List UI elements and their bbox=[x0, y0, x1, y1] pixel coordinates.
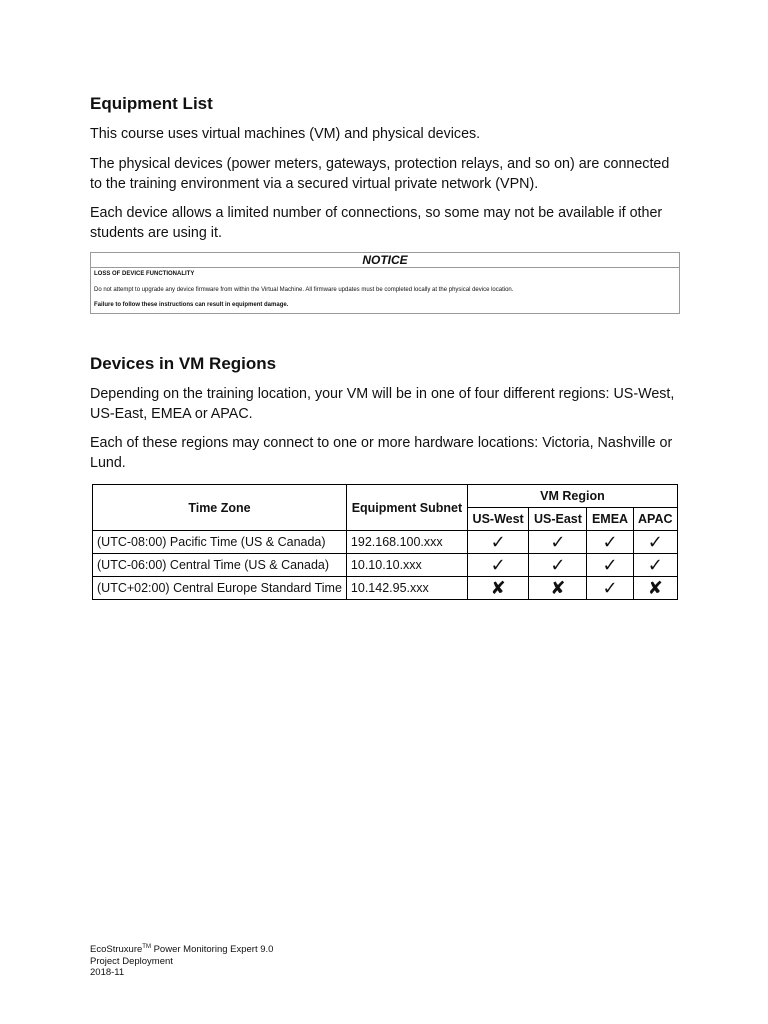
header-vm-region: VM Region bbox=[467, 485, 677, 508]
heading-devices-vm-regions: Devices in VM Regions bbox=[90, 354, 277, 373]
notice-box bbox=[90, 252, 680, 314]
region-mark: ✓ bbox=[467, 531, 528, 554]
region-mark: ✘ bbox=[467, 577, 528, 600]
trademark-mark: TM bbox=[142, 944, 151, 950]
header-region-apac: APAC bbox=[633, 508, 677, 531]
region-mark: ✓ bbox=[529, 531, 587, 554]
subnet-cell: 10.10.10.xxx bbox=[346, 554, 467, 577]
paragraph-hardware-locations: Each of these regions may connect to one or more hardware locations: Victoria, Nashville or Lund. bbox=[90, 435, 673, 471]
region-mark: ✓ bbox=[587, 531, 633, 554]
table-row bbox=[93, 531, 678, 554]
page-footer bbox=[90, 942, 273, 979]
region-mark: ✓ bbox=[467, 554, 528, 577]
region-mark: ✘ bbox=[529, 577, 587, 600]
paragraph-course-intro: This course uses virtual machines (VM) and physical devices. bbox=[90, 126, 481, 142]
footer-project: Project Deployment bbox=[90, 955, 173, 967]
footer-product bbox=[90, 942, 273, 956]
region-mark: ✓ bbox=[633, 531, 677, 554]
footer-product-name: EcoStruxure bbox=[90, 944, 143, 956]
table-row bbox=[93, 554, 678, 577]
paragraph-connections: Each device allows a limited number of connections, so some may not be available if other students are using it. bbox=[90, 205, 663, 241]
timezone-cell: (UTC-06:00) Central Time (US & Canada) bbox=[93, 554, 347, 577]
notice-title: NOTICE bbox=[91, 253, 679, 268]
footer-product-rest: Power Monitoring Expert 9.0 bbox=[150, 944, 274, 956]
vm-region-table bbox=[92, 484, 678, 600]
table-row bbox=[93, 577, 678, 600]
header-region-us-east: US-East bbox=[529, 508, 587, 531]
region-mark: ✓ bbox=[529, 554, 587, 577]
header-region-us-west: US-West bbox=[467, 508, 528, 531]
paragraph-vm-regions: Depending on the training location, your VM will be in one of four different regions: US-West, US-East, EMEA or APAC. bbox=[90, 386, 675, 422]
region-mark: ✘ bbox=[633, 577, 677, 600]
header-time-zone: Time Zone bbox=[93, 485, 347, 531]
region-mark: ✓ bbox=[587, 554, 633, 577]
notice-body: Do not attempt to upgrade any device firmware from within the Virtual Machine. All firmware updates must be completed locally at the physical device location. bbox=[94, 287, 514, 293]
footer-date: 2018-11 bbox=[90, 967, 125, 979]
region-mark: ✓ bbox=[587, 577, 633, 600]
header-region-emea: EMEA bbox=[587, 508, 633, 531]
subnet-cell: 192.168.100.xxx bbox=[346, 531, 467, 554]
timezone-cell: (UTC-08:00) Pacific Time (US & Canada) bbox=[93, 531, 347, 554]
heading-equipment-list: Equipment List bbox=[90, 94, 213, 113]
subnet-cell: 10.142.95.xxx bbox=[346, 577, 467, 600]
region-mark: ✓ bbox=[633, 554, 677, 577]
notice-subtitle: LOSS OF DEVICE FUNCTIONALITY bbox=[94, 271, 195, 277]
timezone-cell: (UTC+02:00) Central Europe Standard Time bbox=[93, 577, 347, 600]
header-equipment-subnet: Equipment Subnet bbox=[346, 485, 467, 531]
notice-warning: Failure to follow these instructions can result in equipment damage. bbox=[94, 302, 289, 308]
paragraph-physical-devices: The physical devices (power meters, gateways, protection relays, and so on) are connected to the training environment via a secured virtual private network (VPN). bbox=[90, 156, 670, 192]
